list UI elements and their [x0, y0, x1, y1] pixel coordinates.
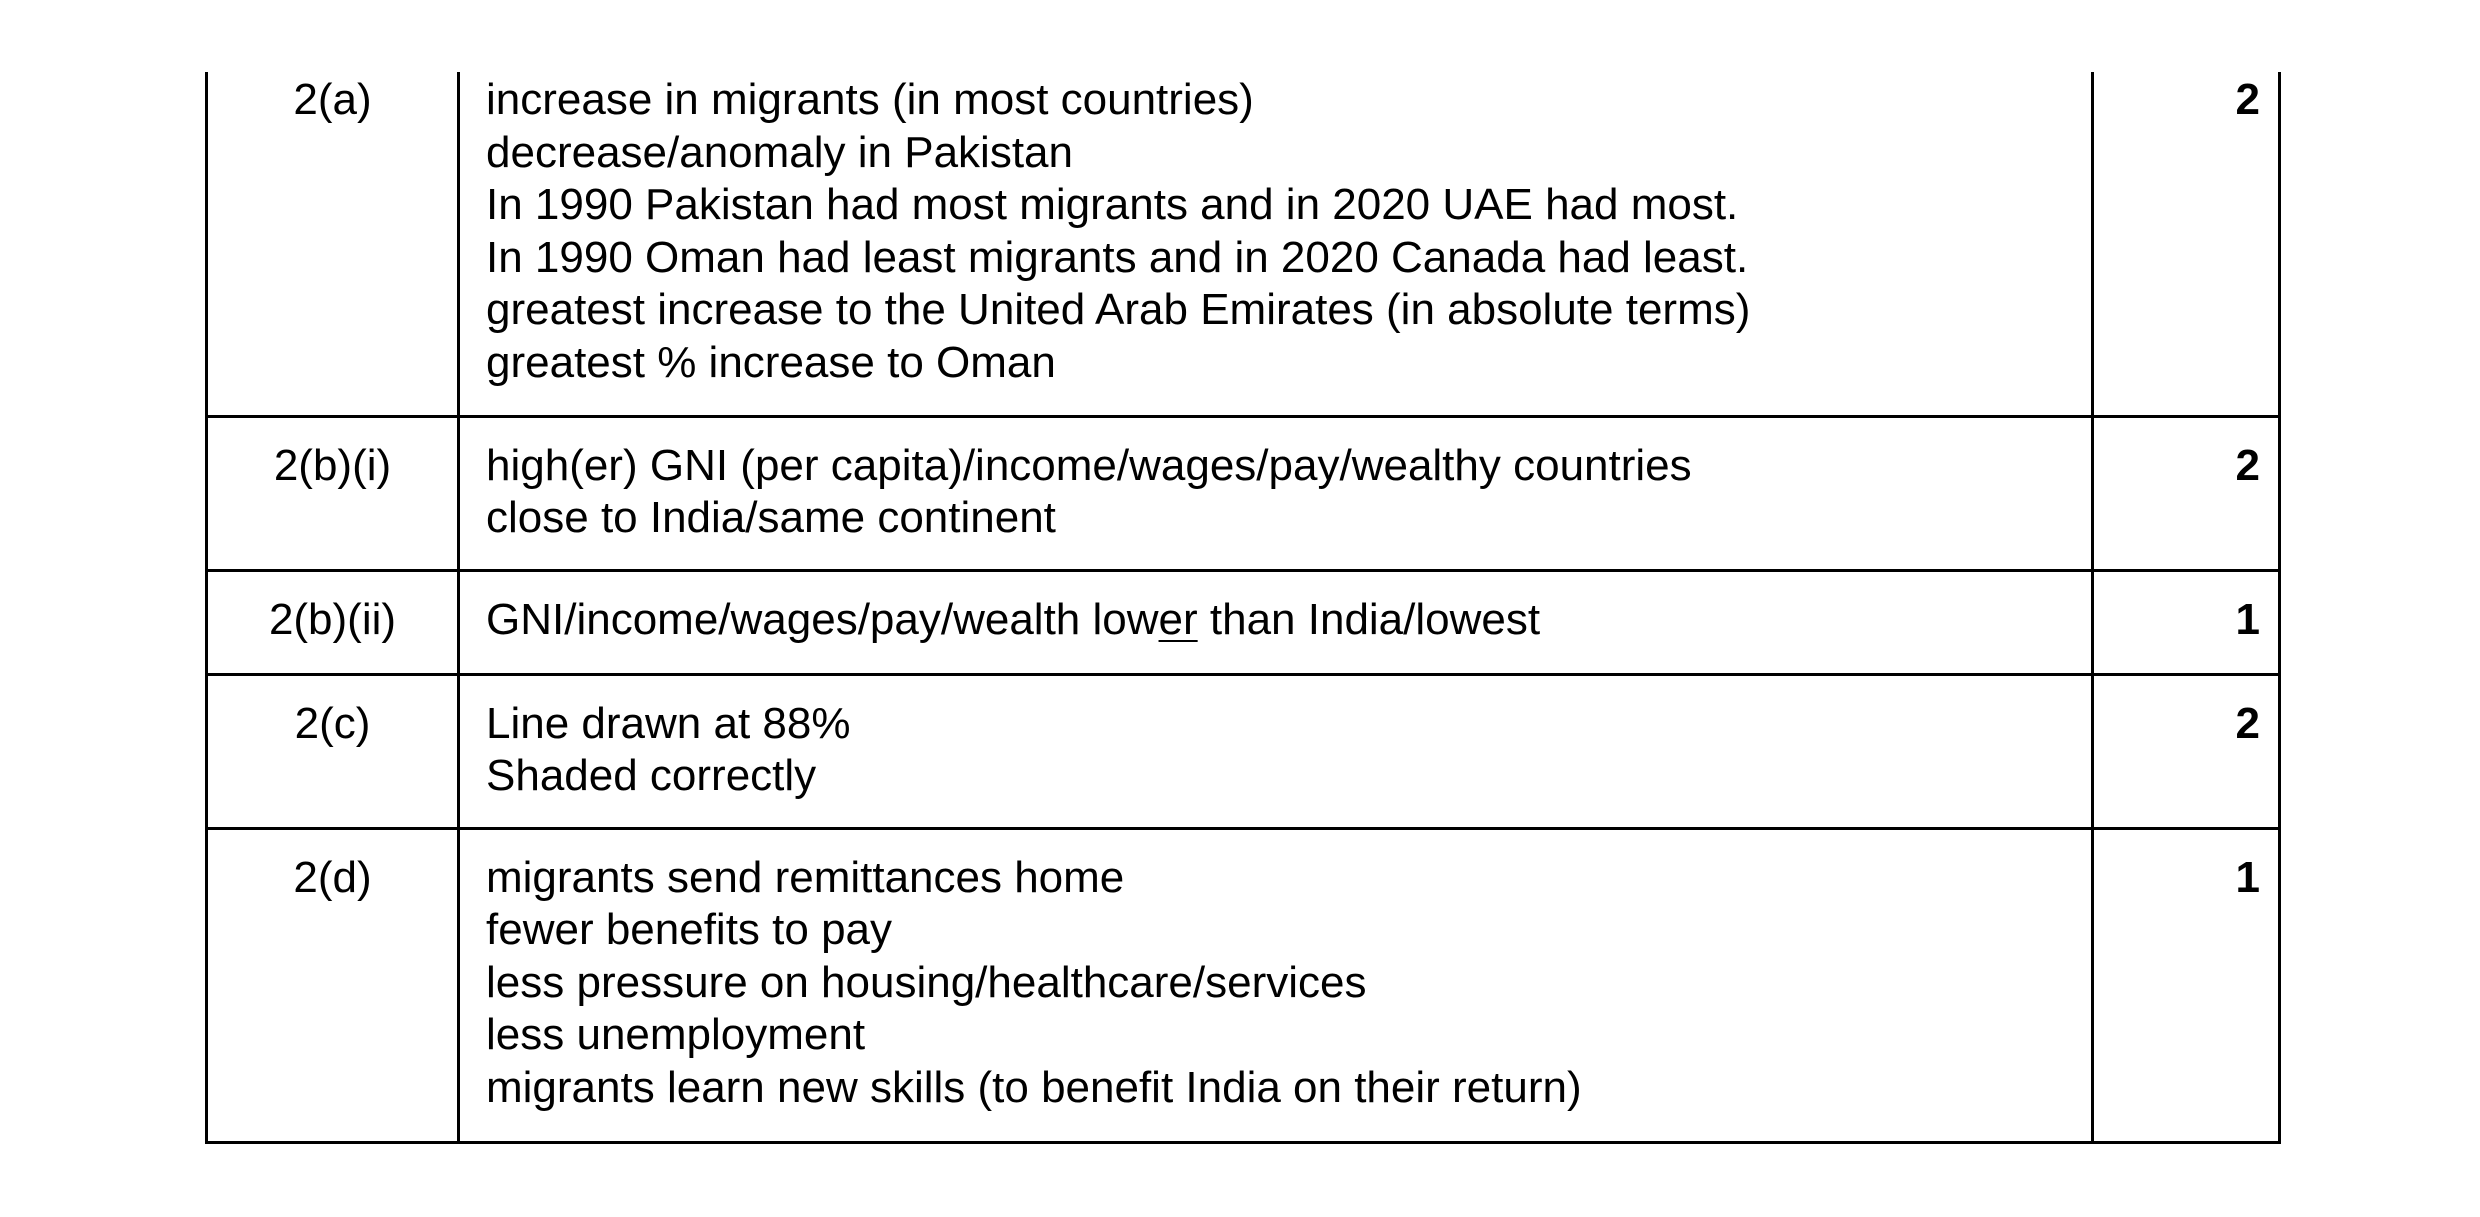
answer-line: high(er) GNI (per capita)/income/wages/pay/wealthy countries: [486, 440, 1692, 490]
answer-cell: [459, 570, 2093, 674]
mark-scheme-table: [205, 72, 2281, 1144]
answer-line: [486, 594, 2091, 647]
question-number: 2(a): [293, 75, 372, 124]
answer-text-before: GNI/income/wages/pay/wealth low: [486, 594, 1159, 644]
marks-value: 1: [2235, 852, 2260, 902]
question-number-cell: [207, 570, 459, 674]
marks-value: 2: [2235, 440, 2260, 490]
table-row: [207, 828, 2280, 1142]
answer-cell: [459, 674, 2093, 828]
answer-line: greatest % increase to Oman: [486, 337, 1056, 387]
marks-value: 2: [2235, 75, 2260, 124]
marks-cell: [2093, 570, 2280, 674]
answer-line: less unemployment: [486, 1010, 866, 1059]
answer-cell: [459, 72, 2093, 416]
question-number-cell: [207, 416, 459, 570]
answer-line: fewer benefits to pay: [486, 905, 893, 954]
question-number: 2(c): [294, 698, 371, 748]
marks-value: 1: [2235, 594, 2260, 644]
answer-line: migrants send remittances home: [486, 852, 1125, 902]
question-number-cell: [207, 828, 459, 1142]
answer-cell: [459, 416, 2093, 570]
answer-text-after: than India/lowest: [1197, 594, 1541, 644]
marks-cell: [2093, 674, 2280, 828]
marks-cell: [2093, 416, 2280, 570]
answer-line: increase in migrants (in most countries): [486, 75, 1254, 124]
question-number-cell: [207, 72, 459, 416]
answer-line: In 1990 Oman had least migrants and in 2020 Canada had least.: [486, 232, 1749, 282]
answer-text-underlined: er: [1158, 594, 1198, 644]
answer-line: In 1990 Pakistan had most migrants and in 2020 UAE had most.: [486, 180, 1739, 229]
answer-line: close to India/same continent: [486, 493, 1056, 542]
marks-cell: [2093, 828, 2280, 1142]
question-number: 2(b)(ii): [268, 594, 397, 644]
question-number-cell: [207, 674, 459, 828]
answer-line: less pressure on housing/healthcare/services: [486, 957, 1367, 1007]
answer-cell: [459, 828, 2093, 1142]
table-row: [207, 416, 2280, 570]
answer-line: Line drawn at 88%: [486, 698, 851, 748]
marks-value: 2: [2235, 698, 2260, 748]
table-row: [207, 674, 2280, 828]
answer-line: Shaded correctly: [486, 751, 817, 800]
table-row: [207, 72, 2280, 416]
answer-line: greatest increase to the United Arab Emirates (in absolute terms): [486, 285, 1751, 334]
answer-line: migrants learn new skills (to benefit India on their return): [486, 1062, 1582, 1112]
question-number: 2(d): [293, 852, 372, 902]
table-row: [207, 570, 2280, 674]
question-number: 2(b)(i): [273, 440, 392, 490]
marks-cell: [2093, 72, 2280, 416]
answer-line: decrease/anomaly in Pakistan: [486, 127, 1073, 177]
